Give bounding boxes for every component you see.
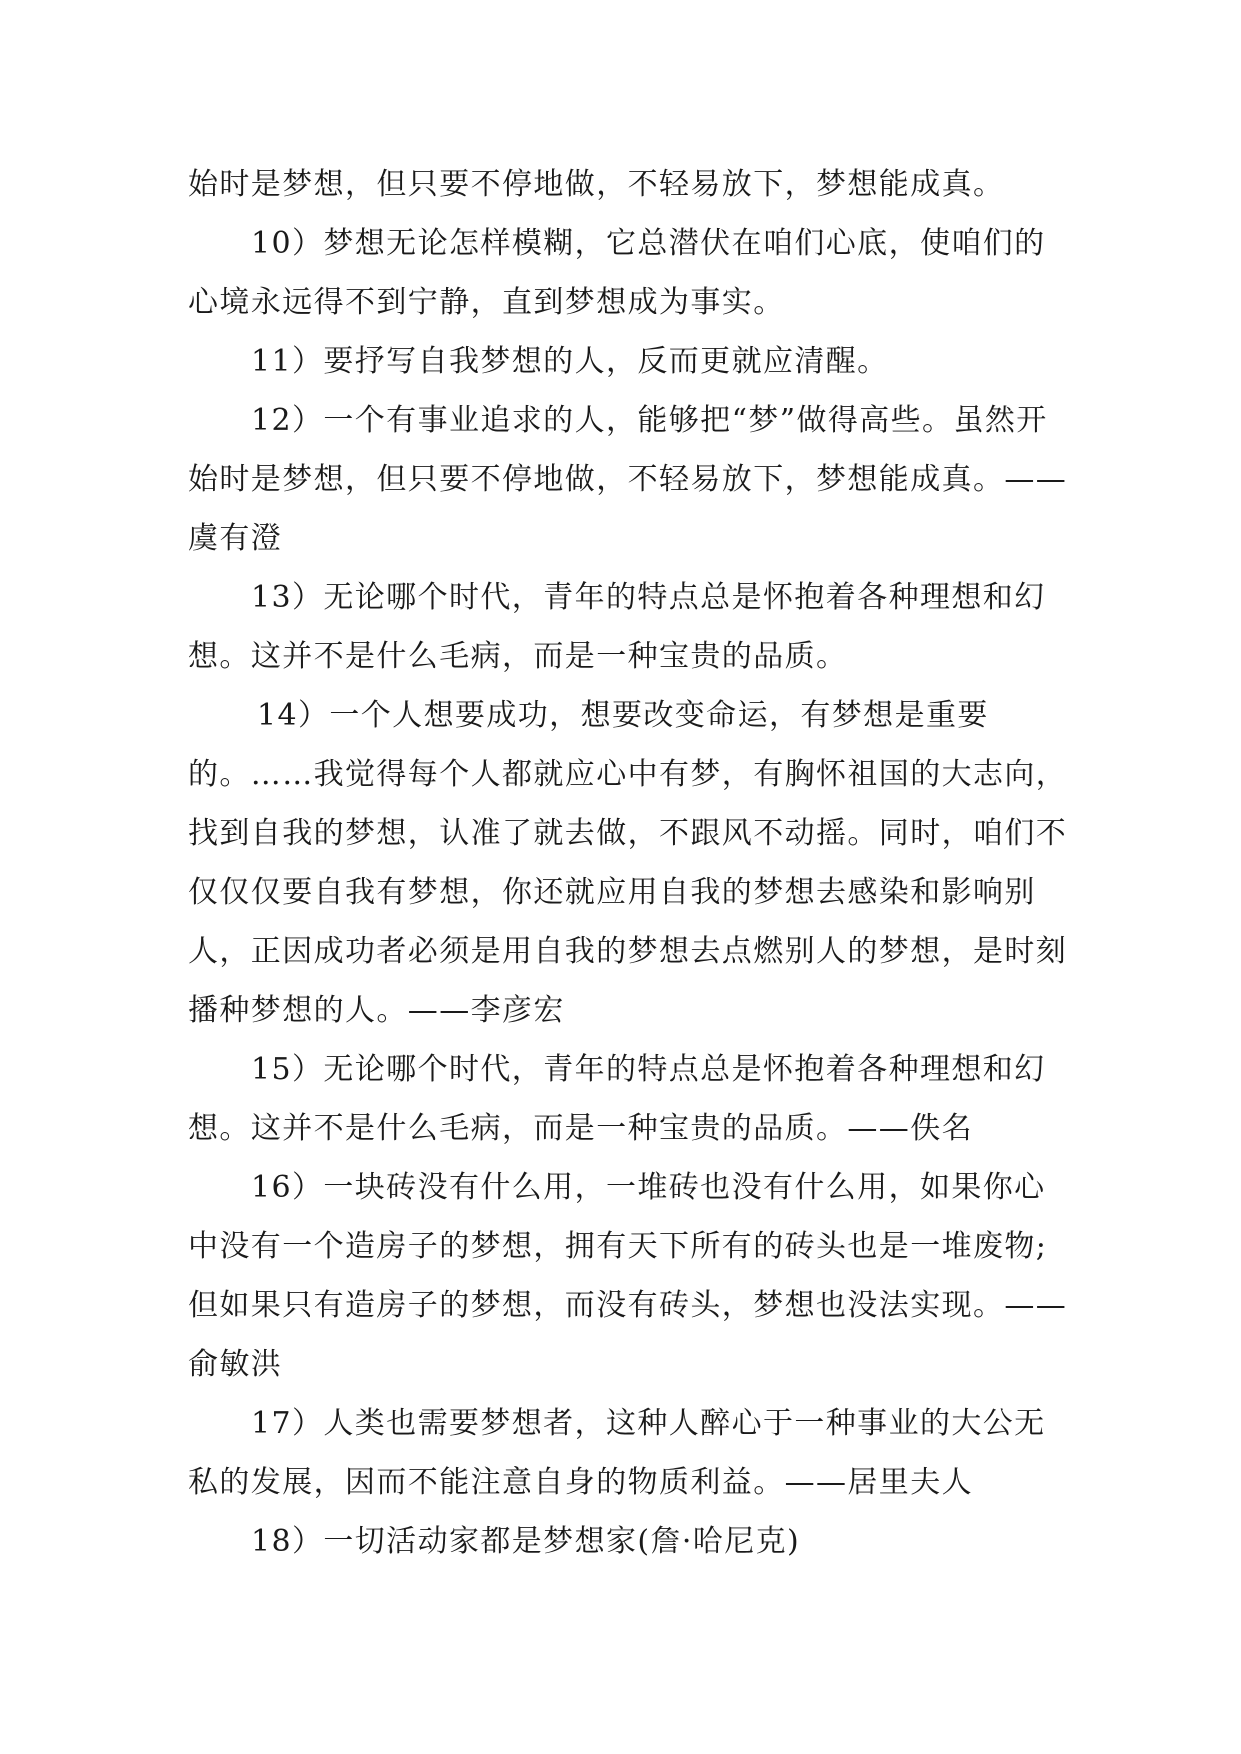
paragraph-14: 14）一个人想要成功，想要改变命运，有梦想是重要的。……我觉得每个人都就应心中有梦，有胸怀祖国的大志向，找到自我的梦想，认准了就去做，不跟风不动摇。同时，咱们不仅仅仅要自我有梦想，你还就应用自我的梦想去感染和影响别人，正因成功者必须是用自我的梦想去点燃别人的梦想，是时刻播种梦想的人。——李彦宏 bbox=[188, 698, 1068, 1028]
paragraph-11: 11）要抒写自我梦想的人，反而更就应清醒。 bbox=[251, 344, 889, 379]
paragraph-12: 12）一个有事业追求的人，能够把“梦”做得高些。虽然开始时是梦想，但只要不停地做，不轻易放下，梦想能成真。——虞有澄 bbox=[188, 403, 1068, 556]
paragraph-15: 15）无论哪个时代，青年的特点总是怀抱着各种理想和幻想。这并不是什么毛病，而是一种宝贵的品质。——佚名 bbox=[188, 1052, 1046, 1146]
paragraph-13: 13）无论哪个时代，青年的特点总是怀抱着各种理想和幻想。这并不是什么毛病，而是一种宝贵的品质。 bbox=[188, 580, 1046, 674]
paragraph-continued: 始时是梦想，但只要不停地做，不轻易放下，梦想能成真。 bbox=[188, 167, 1005, 202]
paragraph-10: 10）梦想无论怎样模糊，它总潜伏在咱们心底，使咱们的心境永远得不到宁静，直到梦想成为事实。 bbox=[188, 226, 1046, 320]
paragraph-16: 16）一块砖没有什么用，一堆砖也没有什么用，如果你心中没有一个造房子的梦想，拥有天下所有的砖头也是一堆废物;但如果只有造房子的梦想，而没有砖头，梦想也没法实现。——俞敏洪 bbox=[188, 1170, 1068, 1382]
document-body bbox=[188, 155, 1068, 1571]
paragraph-18: 18）一切活动家都是梦想家(詹·哈尼克) bbox=[251, 1524, 801, 1559]
paragraph-17: 17）人类也需要梦想者，这种人醉心于一种事业的大公无私的发展，因而不能注意自身的物质利益。——居里夫人 bbox=[188, 1406, 1046, 1500]
